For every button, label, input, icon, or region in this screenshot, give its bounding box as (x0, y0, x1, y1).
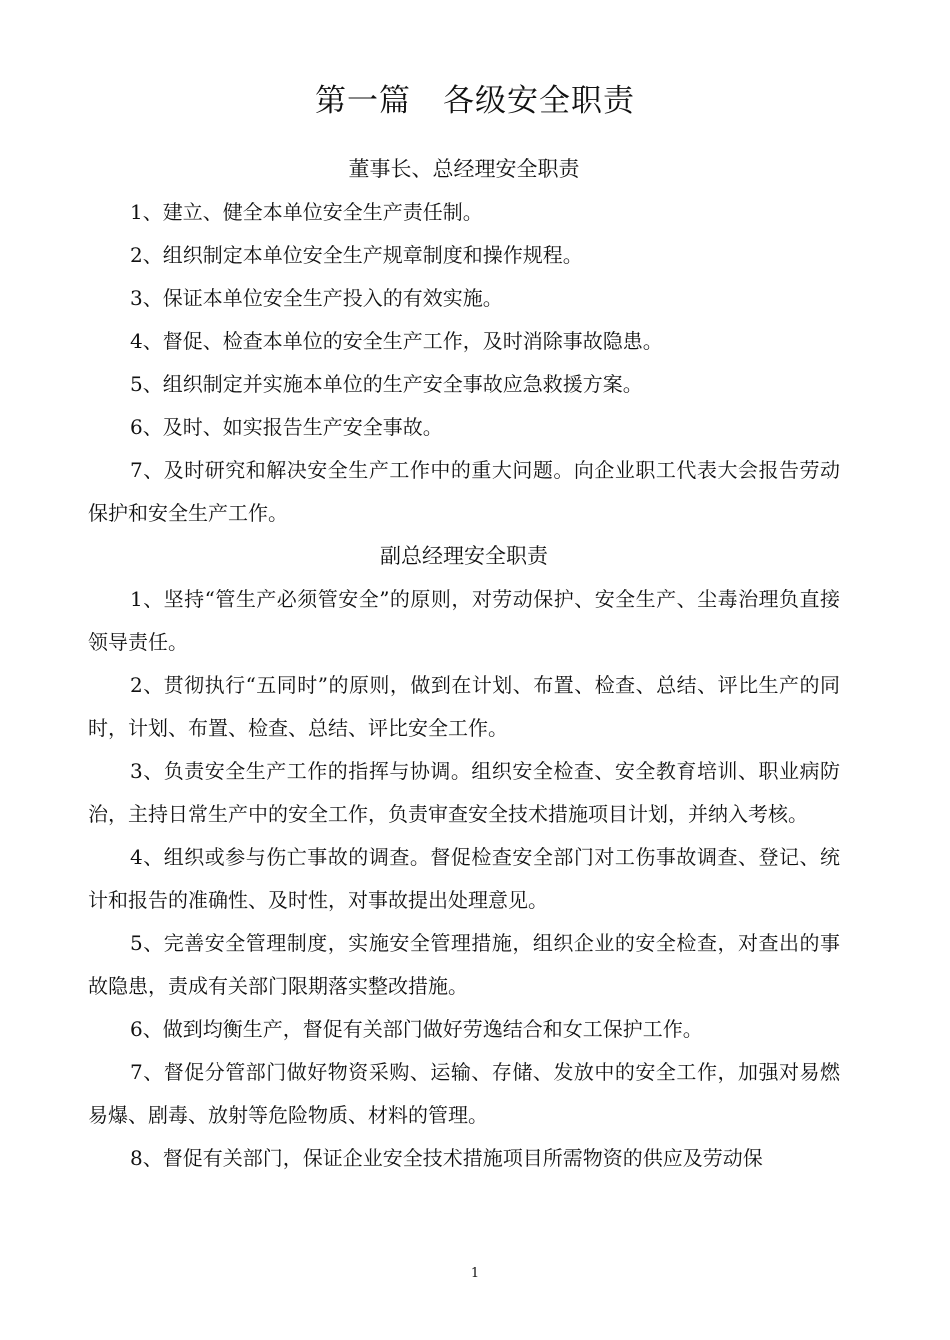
list-item: 6、做到均衡生产，督促有关部门做好劳逸结合和女工保护工作。 (130, 1017, 703, 1041)
list-item: 3、保证本单位安全生产投入的有效实施。 (130, 286, 503, 310)
list-item: 1、坚持“管生产必须管安全”的原则，对劳动保护、安全生产、尘毒治理负直接领导责任。 (88, 587, 840, 654)
list-item: 1、建立、健全本单位安全生产责任制。 (130, 200, 483, 224)
list-item: 7、及时研究和解决安全生产工作中的重大问题。向企业职工代表大会报告劳动保护和安全生产工作。 (88, 458, 840, 525)
list-item: 6、及时、如实报告生产安全事故。 (130, 415, 443, 439)
list-item: 2、组织制定本单位安全生产规章制度和操作规程。 (130, 243, 583, 267)
section-heading: 副总经理安全职责 (380, 544, 548, 568)
list-item: 2、贯彻执行“五同时”的原则，做到在计划、布置、检查、总结、评比生产的同时，计划、布置、检查、总结、评比安全工作。 (88, 673, 840, 740)
document-body (88, 148, 840, 1180)
list-item: 7、督促分管部门做好物资采购、运输、存储、发放中的安全工作，加强对易燃易爆、剧毒、放射等危险物质、材料的管理。 (88, 1060, 840, 1127)
section-chairman-gm (88, 148, 840, 535)
document-title: 第一篇 各级安全职责 (315, 83, 635, 119)
list-item: 8、督促有关部门，保证企业安全技术措施项目所需物资的供应及劳动保 (130, 1146, 763, 1170)
list-item: 4、组织或参与伤亡事故的调查。督促检查安全部门对工伤事故调查、登记、统计和报告的准确性、及时性，对事故提出处理意见。 (88, 845, 840, 912)
section-heading: 董事长、总经理安全职责 (348, 157, 580, 181)
list-item: 5、完善安全管理制度，实施安全管理措施，组织企业的安全检查，对查出的事故隐患，责成有关部门限期落实整改措施。 (88, 931, 840, 998)
list-item: 3、负责安全生产工作的指挥与协调。组织安全检查、安全教育培训、职业病防治，主持日常生产中的安全工作，负责审查安全技术措施项目计划，并纳入考核。 (88, 759, 840, 826)
section-deputy-gm (88, 535, 840, 1180)
list-item: 4、督促、检查本单位的安全生产工作，及时消除事故隐患。 (130, 329, 663, 353)
page-number: 1 (470, 1266, 480, 1281)
list-item: 5、组织制定并实施本单位的生产安全事故应急救援方案。 (130, 372, 643, 396)
